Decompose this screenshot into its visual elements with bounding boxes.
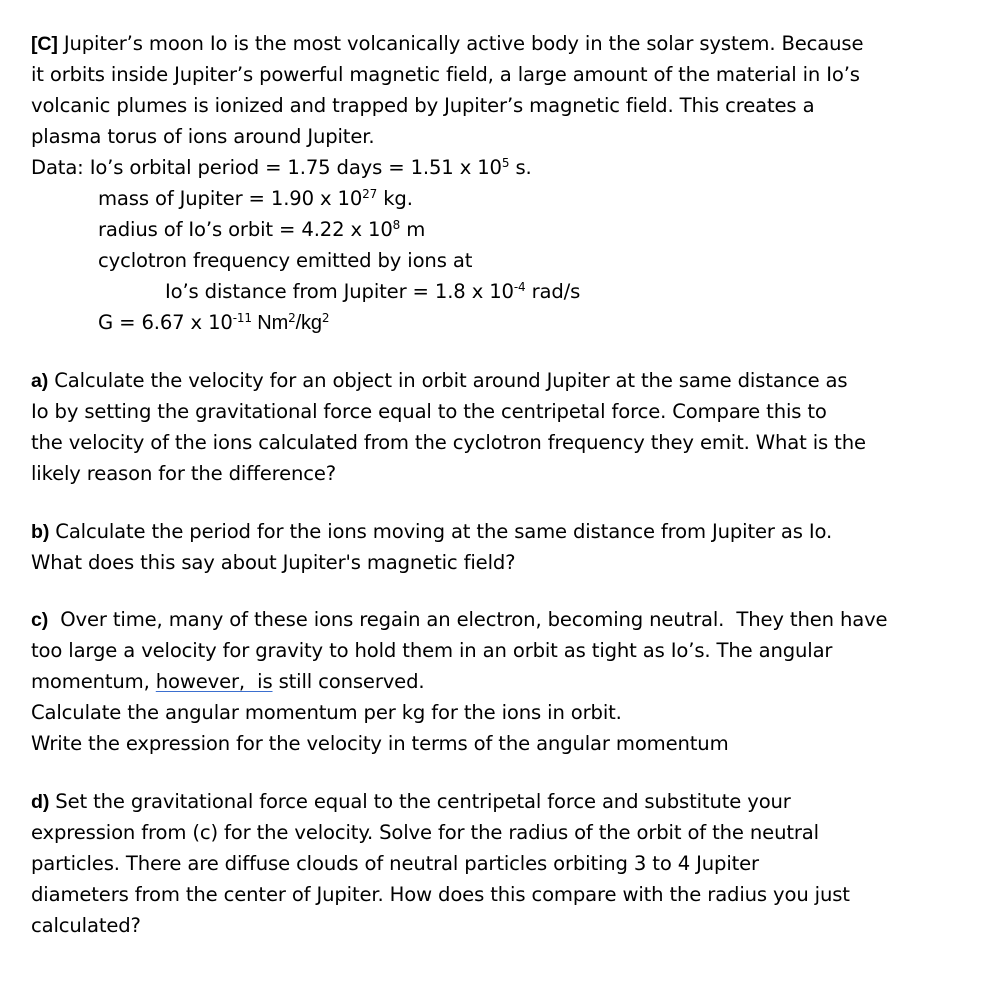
question-d-line-2: expression from (c) for the velocity. Solve for the radius of the orbit of the neutral [31,821,819,844]
spacer [31,489,961,516]
mass-exponent: 27 [362,187,378,201]
question-a-line-4: likely reason for the difference? [31,462,337,485]
radius-exponent: 8 [392,218,401,232]
question-c-line-1: c) Over time, many of these ions regain an electron, becoming neutral. They then have [31,608,888,631]
question-c-line-4: Calculate the angular momentum per kg for the ions in orbit. [31,701,622,724]
intro-line-4: plasma torus of ions around Jupiter. [31,125,375,148]
data-gravitational-constant-line: G = 6.67 x $10^{-11}$ $Nm^2/kg^2$ [98,311,330,334]
intro-line-1 [31,28,961,59]
spacer [31,759,961,786]
spacer [31,578,961,604]
spacer [31,338,961,365]
cyclotron-exponent: -4 [513,280,526,294]
question-c-line-2: too large a velocity for gravity to hold them in an orbit as tight as Io’s. The angular [31,639,833,662]
intro-line-2: it orbits inside Jupiter’s powerful magnetic field, a large amount of the material in Io’s [31,63,860,86]
data-radius-line: radius of Io’s orbit = 4.22 x $10^8$ m [98,218,426,241]
spellcheck-underlined-text: however, is [155,670,273,693]
question-d-label: d) [31,791,50,813]
data-mass-line: mass of Jupiter = 1.90 x $10^{27}$ kg. [98,187,413,210]
intro-text-1: Jupiter’s moon Io is the most volcanically active body in the solar system. Because [63,32,864,55]
part-c-label: [C] [31,33,58,55]
question-c-line-3: momentum, however, is still conserved. [31,670,425,693]
data-period-line: Data: Io’s orbital period = 1.75 days = 1.51 x $10^5$ s. [31,156,532,179]
question-a-label: a) [31,370,49,392]
question-b-line-1: b) Calculate the period for the ions moving at the same distance from Jupiter as Io. [31,520,833,543]
period-exponent: 5 [501,156,510,170]
question-d-line-1: d) Set the gravitational force equal to the centripetal force and substitute your [31,790,791,813]
g-exponent: -11 [232,311,252,325]
document [31,28,961,941]
question-c-line-5: Write the expression for the velocity in terms of the angular momentum [31,732,729,755]
question-d-line-4: diameters from the center of Jupiter. How does this compare with the radius you just [31,883,850,906]
question-a-line-2: Io by setting the gravitational force equal to the centripetal force. Compare this to [31,400,827,423]
question-a-line-3: the velocity of the ions calculated from the cyclotron frequency they emit. What is the [31,431,866,454]
data-cyclotron-line-1: cyclotron frequency emitted by ions at [98,249,473,272]
intro-line-3: volcanic plumes is ionized and trapped by Jupiter’s magnetic field. This creates a [31,94,815,117]
question-d-line-5: calculated? [31,914,141,937]
question-b-line-2: What does this say about Jupiter's magnetic field? [31,551,516,574]
question-a-line-1: a) Calculate the velocity for an object in orbit around Jupiter at the same distance as [31,369,848,392]
data-cyclotron-line-2: Io’s distance from Jupiter = 1.8 x $10^{-4}$ rad/s [165,280,581,303]
question-c-label: c) [31,609,49,631]
question-d-line-3: particles. There are diffuse clouds of neutral particles orbiting 3 to 4 Jupiter [31,852,759,875]
question-b-label: b) [31,521,50,543]
